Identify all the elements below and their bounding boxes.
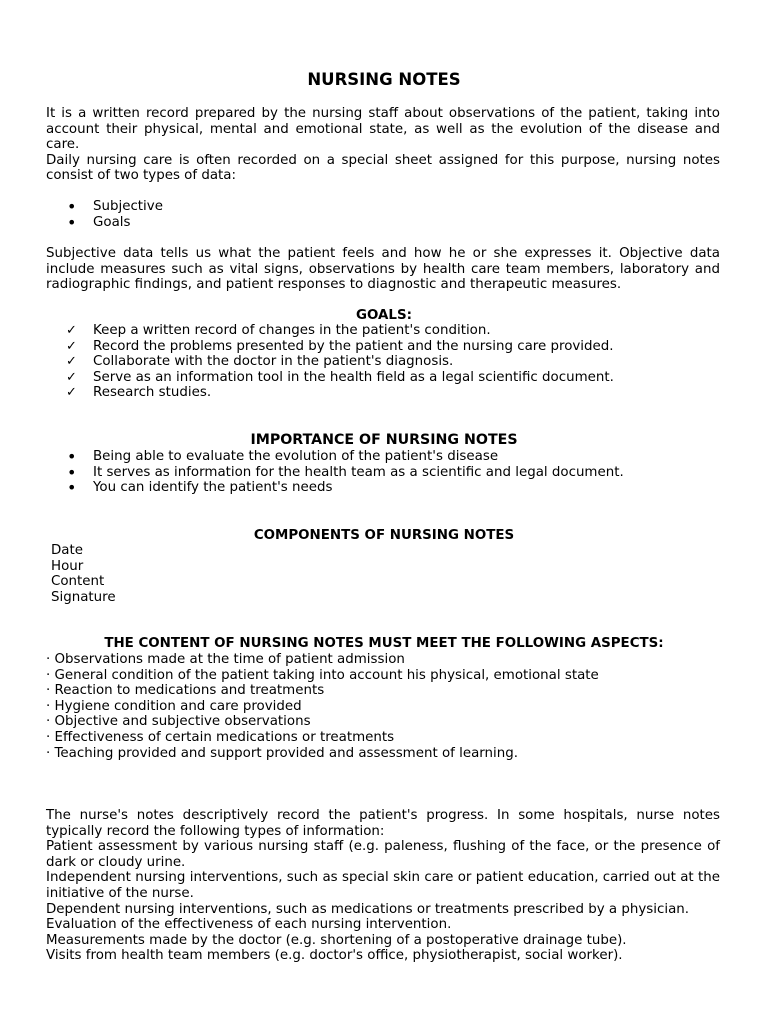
list-item: · Hygiene condition and care provided [46, 698, 302, 714]
list-item: • You can identify the patient's needs [67, 478, 333, 498]
checkmark-icon: ✓ [66, 338, 77, 354]
page-title: NURSING NOTES [307, 70, 461, 89]
subjective-paragraph: Subjective data tells us what the patient feels and how he or she expresses it. Objective data include measures such as vital signs, observations by health care team members, laboratory and radiographic findings, and patient responses to diagnostic and therapeutic measures. [46, 246, 720, 293]
list-item: · General condition of the patient taking into account his physical, emotional state [46, 667, 599, 683]
intro-paragraph-1: It is a written record prepared by the nursing staff about observations of the patient, taking into account their physical, mental and emotional state, as well as the evolution of the disease and care. [46, 106, 720, 153]
components-list [51, 543, 725, 605]
list-item: • Goals [67, 212, 131, 232]
closing-paragraph: Independent nursing interventions, such as special skin care or patient education, carried out at the initiative of the nurse. [46, 870, 720, 901]
list-item: Hour [51, 558, 84, 574]
list-item: Signature [51, 589, 116, 605]
list-item: Date [51, 543, 84, 558]
data-types-list [46, 199, 720, 230]
content-aspects-heading: THE CONTENT OF NURSING NOTES MUST MEET THE FOLLOWING ASPECTS: [104, 636, 664, 651]
bullet-icon: • [67, 462, 77, 482]
checkmark-icon: ✓ [66, 385, 77, 401]
goals-heading: GOALS: [356, 308, 412, 323]
checkmark-icon: ✓ [66, 323, 77, 338]
list-item: ✓ Record the problems presented by the patient and the nursing care provided. [66, 338, 614, 354]
bullet-icon: • [67, 478, 77, 498]
content-aspects-list [46, 652, 720, 761]
checkmark-icon: ✓ [66, 369, 77, 385]
components-heading: COMPONENTS OF NURSING NOTES [253, 528, 515, 543]
list-item: • Being able to evaluate the evolution of the patient's disease [67, 447, 499, 466]
intro-paragraph-2: Daily nursing care is often recorded on a special sheet assigned for this purpose, nursing notes consist of two types of data: [46, 152, 720, 184]
list-item: · Objective and subjective observations [46, 714, 311, 730]
list-item: ✓ Keep a written record of changes in the patient's condition. [66, 323, 491, 338]
bullet-icon: • [67, 197, 77, 216]
list-item: · Reaction to medications and treatments [46, 683, 325, 699]
bullet-icon: • [67, 447, 77, 466]
list-item: · Effectiveness of certain medications or treatments [46, 729, 395, 745]
closing-paragraph: Evaluation of the effectiveness of each nursing intervention. [46, 917, 452, 933]
closing-paragraph: Patient assessment by various nursing staff (e.g. paleness, flushing of the face, or the presence of dark or cloudy urine. [46, 839, 720, 870]
bullet-icon: • [67, 212, 77, 232]
list-item: · Observations made at the time of patient admission [46, 652, 405, 667]
list-item: ✓ Research studies. [66, 385, 212, 401]
checkmark-icon: ✓ [66, 354, 77, 370]
list-item: Content [51, 574, 105, 590]
importance-heading: IMPORTANCE OF NURSING NOTES [250, 432, 518, 448]
list-item: • It serves as information for the health team as a scientific and legal document. [67, 462, 624, 482]
closing-paragraph: The nurse's notes descriptively record the patient's progress. In some hospitals, nurse notes typically record the following types of information: [46, 808, 720, 839]
closing-section [46, 808, 720, 964]
list-item: ✓ Serve as an information tool in the health field as a legal scientific document. [66, 369, 614, 385]
importance-list [46, 449, 720, 496]
intro-section [46, 106, 720, 184]
closing-paragraph: Measurements made by the doctor (e.g. shortening of a postoperative drainage tube). [46, 932, 627, 948]
list-item: • Subjective [67, 197, 163, 216]
goals-list [46, 323, 720, 401]
closing-paragraph: Dependent nursing interventions, such as medications or treatments prescribed by a physician. [46, 901, 690, 917]
closing-paragraph: Visits from health team members (e.g. doctor's office, physiotherapist, social worker). [46, 948, 623, 964]
list-item: · Teaching provided and support provided and assessment of learning. [46, 745, 518, 761]
list-item: ✓ Collaborate with the doctor in the patient's diagnosis. [66, 354, 454, 370]
